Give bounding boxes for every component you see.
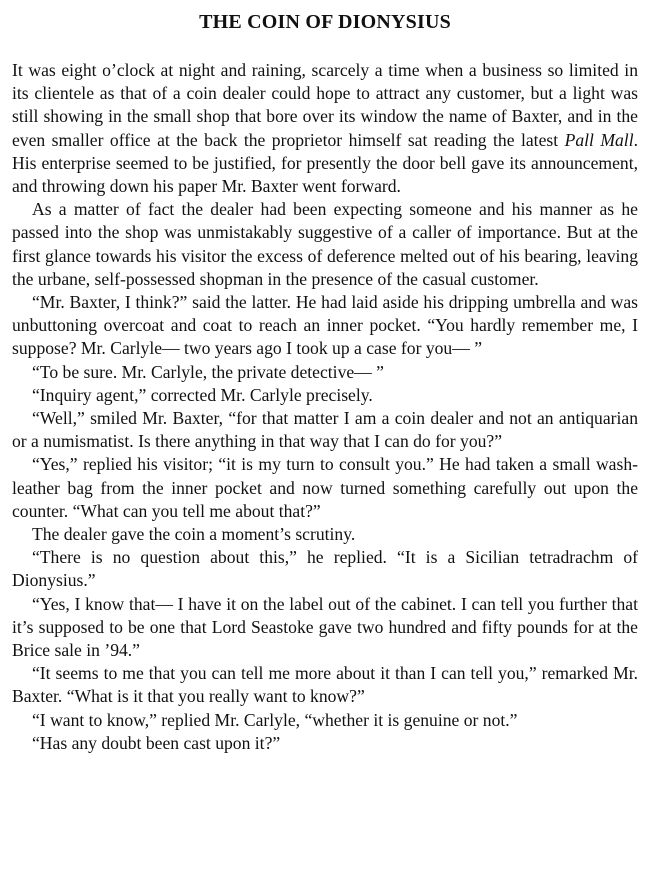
paragraph-7: “Yes,” replied his visitor; “it is my turn to consult you.” He had taken a small wash-leather bag from the inner pocket and now turned something carefully out upon the counter. “What can you tell me about that?” bbox=[12, 454, 638, 521]
paragraph-12: “I want to know,” replied Mr. Carlyle, “whether it is genuine or not.” bbox=[32, 709, 518, 730]
paragraph-4: “To be sure. Mr. Carlyle, the private detective— ” bbox=[32, 361, 384, 382]
paragraph-1-text: It was eight o’clock at night and raining, scarcely a time when a business so limited in its clientele as that of a coin dealer could hope to attract any customer, but a light was still showing in the small shop that bore over its window the name of Baxter, and in the even smaller office at the back the proprietor himself sat reading the latest bbox=[12, 60, 638, 150]
paragraph-13: “Has any doubt been cast upon it?” bbox=[32, 732, 281, 753]
paragraph-3: “Mr. Baxter, I think?” said the latter. He had laid aside his dripping umbrella and was unbuttoning overcoat and coat to reach an inner pocket. “You hardly remember me, I suppose? Mr. Carlyle— two years ago I took up a case for you— ” bbox=[12, 292, 638, 359]
paragraph-1-text-end: . His enterprise seemed to be justified, for presently the door bell gave its announcement, and throwing down his paper Mr. Baxter went forward. bbox=[12, 129, 638, 197]
paragraph-10: “Yes, I know that— I have it on the label out of the cabinet. I can tell you further that it’s supposed to be one that Lord Seastoke gave two hundred and fifty pounds for at the Brice sale in ’94.” bbox=[12, 593, 638, 661]
paragraph-5: “Inquiry agent,” corrected Mr. Carlyle precisely. bbox=[32, 384, 373, 405]
page-title: THE COIN OF DIONYSIUS bbox=[199, 11, 451, 33]
paragraph-2: As a matter of fact the dealer had been expecting someone and his manner as he passed into the shop was unmistakably suggestive of a caller of importance. But at the first glance towards his visitor the excess of deference melted out of his bearing, leaving the urbane, self-possessed shopman in the presence of the casual customer. bbox=[12, 199, 638, 289]
paragraph-1 bbox=[12, 59, 638, 198]
paragraph-8: The dealer gave the coin a moment’s scrutiny. bbox=[32, 524, 356, 545]
pall-mall-italic: Pall Mall bbox=[564, 129, 634, 150]
paragraph-6: “Well,” smiled Mr. Baxter, “for that matter I am a coin dealer and not an antiquarian or a numismatist. Is there anything in that way that I can do for you?” bbox=[12, 408, 638, 452]
paragraph-11: “It seems to me that you can tell me more about it than I can tell you,” remarked Mr. Baxter. “What is it that you really want to know?” bbox=[12, 663, 638, 707]
paragraph-9: “There is no question about this,” he replied. “It is a Sicilian tetradrachm of Dionysius.” bbox=[12, 547, 638, 591]
document-page bbox=[12, 8, 638, 755]
